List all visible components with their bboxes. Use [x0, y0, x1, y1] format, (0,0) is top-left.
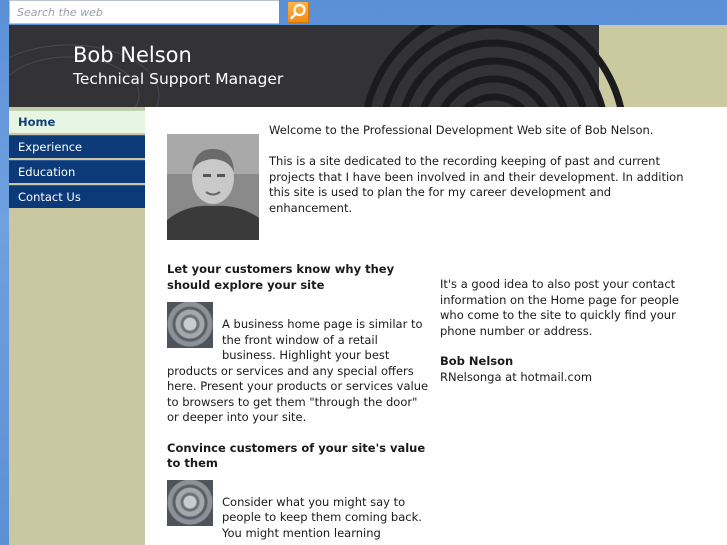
search-input[interactable]: [9, 0, 279, 24]
nav-item-experience[interactable]: Experience: [9, 135, 145, 158]
search-bar: [9, 0, 301, 24]
contact-info-text: It's a good idea to also post your contact information on the Home page for people who come to the site to quickly find your phone number or address.: [440, 277, 679, 338]
section-thumbnail-image: [167, 480, 213, 526]
welcome-text: Welcome to the Professional Development Web site of Bob Nelson.: [269, 123, 654, 137]
intro-paragraph: This is a site dedicated to the recording keeping of past and current projects that I have been involved in and their development. In addition this site is used to plan the for my career development and enhancement.: [269, 154, 684, 215]
main-content: [145, 107, 727, 545]
section-value: [167, 441, 429, 542]
nav-item-education[interactable]: Education: [9, 160, 145, 183]
section-heading: Let your customers know why they should explore your site: [167, 262, 395, 292]
contact-name: Bob Nelson: [440, 354, 514, 368]
header-banner: [9, 25, 727, 107]
section-heading: Convince customers of your site's value to them: [167, 440, 426, 470]
portrait-image: [167, 134, 259, 240]
search-icon: [288, 2, 308, 22]
section-body: A business home page is similar to the front window of a retail business. Highlight your best products or services and any special offers here. Present your products or services value to browsers to get them "through the door" or deeper into your site.: [167, 317, 429, 424]
page: [9, 25, 727, 545]
search-button[interactable]: [287, 1, 309, 23]
contact-email: RNelsonga at hotmail.com: [440, 369, 593, 384]
sidebar: [9, 107, 145, 545]
section-body: Consider what you might say to people to keep them coming back. You might mention learning: [222, 494, 422, 540]
site-subtitle: Technical Support Manager: [73, 70, 284, 88]
left-column: [167, 262, 429, 541]
right-column: [440, 277, 690, 385]
profile-photo: [167, 134, 259, 240]
section-thumbnail-image: [167, 302, 213, 348]
section-explore: [167, 262, 429, 426]
site-title: Bob Nelson: [73, 43, 192, 67]
nav-item-contact-us[interactable]: Contact Us: [9, 185, 145, 208]
nav-item-home[interactable]: Home: [9, 110, 145, 133]
